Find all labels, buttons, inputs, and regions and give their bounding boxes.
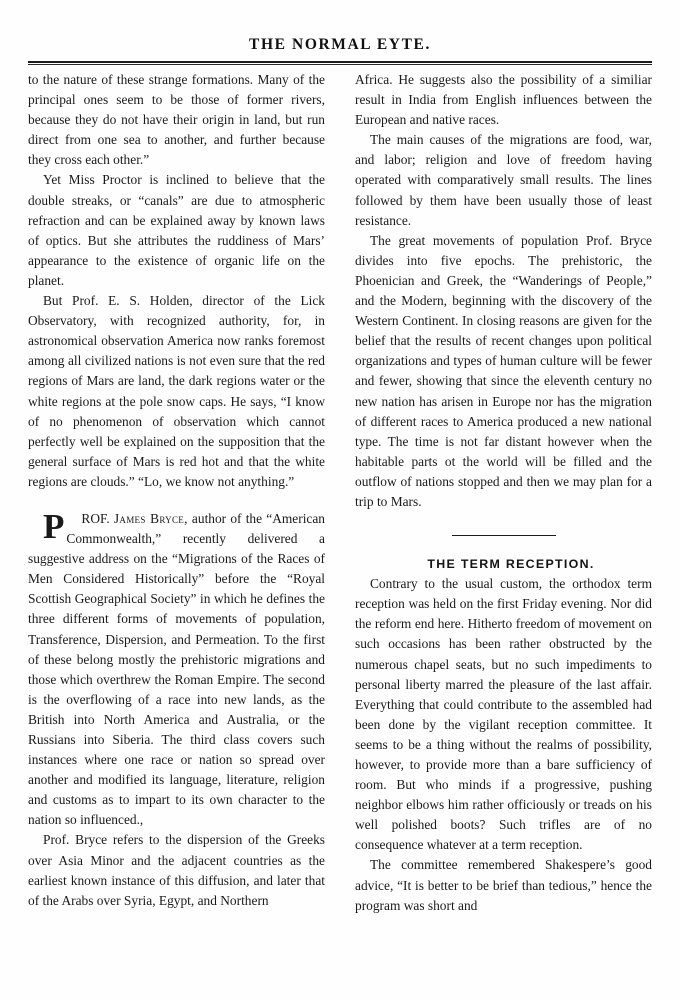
dropcap-body-text: author of the “American Commonwealth,” recently delivered a suggestive address on the “Migrations of the Races of Men Considered Historically” before the “Royal Scottish Geographical Society” in which he defines the three different forms of movements of population, Transference, Dispersion, and Permeation. To the first of these belong mostly the prehistoric migrations and those which overthrew the Roman Empire. The second is the overflowing of a race into new lands, as the British into North America and Australia, or the Russians into Siberia. The third class covers such instances where one race or nation so spread over another and modified its language, literature, religion and customs as to impart to its own character to the nation so influenced., bbox=[28, 510, 325, 828]
dropcap-paragraph bbox=[28, 509, 325, 831]
paragraph: to the nature of these strange formations. Many of the principal ones seem to be those of former rivers, because they do not have their origin in land, but run direct from one sea to another, and further because they cross each other.” bbox=[28, 72, 325, 168]
dropcap-lead-smallcaps: James Bryce, bbox=[113, 510, 188, 526]
paragraph: Contrary to the usual custom, the orthodox term reception was held on the first Friday evening. Nor did the reform end here. Hitherto freedom of movement on such occasions has been rather obstructed by the numerous chapel seats, but no such impediments to personal liberty marred the pleasure of the last affair. Everything that could contribute to the assembled had been done by the vigilant reception committee. It seems to be a thing without the realms of possibility, however, to provide more than a bare sufficiency of room. But who minds if a progressive, pushing neighbor elbows him rather officiously or treads on his well polished boots? Such trifles are of no consequence whatever at a term reception. bbox=[355, 576, 652, 853]
masthead-rule-thick bbox=[28, 61, 652, 63]
left-column bbox=[28, 70, 325, 911]
section-divider bbox=[355, 532, 652, 536]
right-column bbox=[355, 70, 652, 916]
paragraph: Africa. He suggests also the possibility of a similiar result in India from English influences between the European and native races. bbox=[355, 72, 652, 128]
dropcap-lead-plain: ROF. bbox=[81, 510, 114, 526]
paragraph: Yet Miss Proctor is inclined to believe that the double streaks, or “canals” are due to atmospheric refraction and can be explained away by known laws of optics. But she attributes the ruddiness of Mars’ appearance to the existence of organic life on the planet. bbox=[28, 172, 325, 288]
masthead-rule-thin bbox=[28, 64, 652, 65]
paragraph: The main causes of the migrations are food, war, and labor; religion and love of freedom having operated with comparatively small results. The lines followed by them have been usually those of least resistance. bbox=[355, 132, 652, 228]
paragraph: Prof. Bryce refers to the dispersion of the Greeks over Asia Minor and the adjacent countries as the earliest known instance of this diffusion, and later that of the Arabs over Syria, Egypt, and Northern bbox=[28, 832, 325, 908]
paragraph: But Prof. E. S. Holden, director of the Lick Observatory, with recognized authority, for, in astronomical observation America now ranks foremost among all civilized nations is not even sure that the red regions of Mars are land, the dark regions water or the white regions at the pole snow caps. He says, “I know of no phenomenon of observation which cannot perfectly well be explained on the supposition that the general surface of Mars is red hot and that the white regions are clouds.” “Lo, we know not anything.” bbox=[28, 293, 325, 489]
masthead bbox=[28, 36, 652, 54]
section-heading: THE TERM RECEPTION. bbox=[427, 557, 595, 572]
paragraph: The committee remembered Shakespere’s good advice, “It is better to be brief than tedious,” hence the program was short and bbox=[355, 857, 652, 913]
page-title: THE NORMAL EYTE. bbox=[249, 36, 431, 53]
masthead-rule bbox=[28, 61, 652, 65]
drop-cap-letter: P bbox=[43, 508, 65, 546]
paragraph: The great movements of population Prof. Bryce divides into five epochs. The prehistoric, the Phoenician and Greek, the “Wanderings of People,” and the Modern, beginning with the discovery of the Western Continent. In closing reasons are given for the belief that the results of recent changes upon political organizations and types of human culture will be fewer and fewer, showing that since the eleventh century no new nation has arisen in Europe nor has the migration of different races to America produced a new national type. The time is not far distant however when the habitable parts ot the world will be filled and the outflow of nations stopped and then we may plan for a trip to Mars. bbox=[355, 232, 652, 509]
short-rule bbox=[452, 535, 556, 537]
